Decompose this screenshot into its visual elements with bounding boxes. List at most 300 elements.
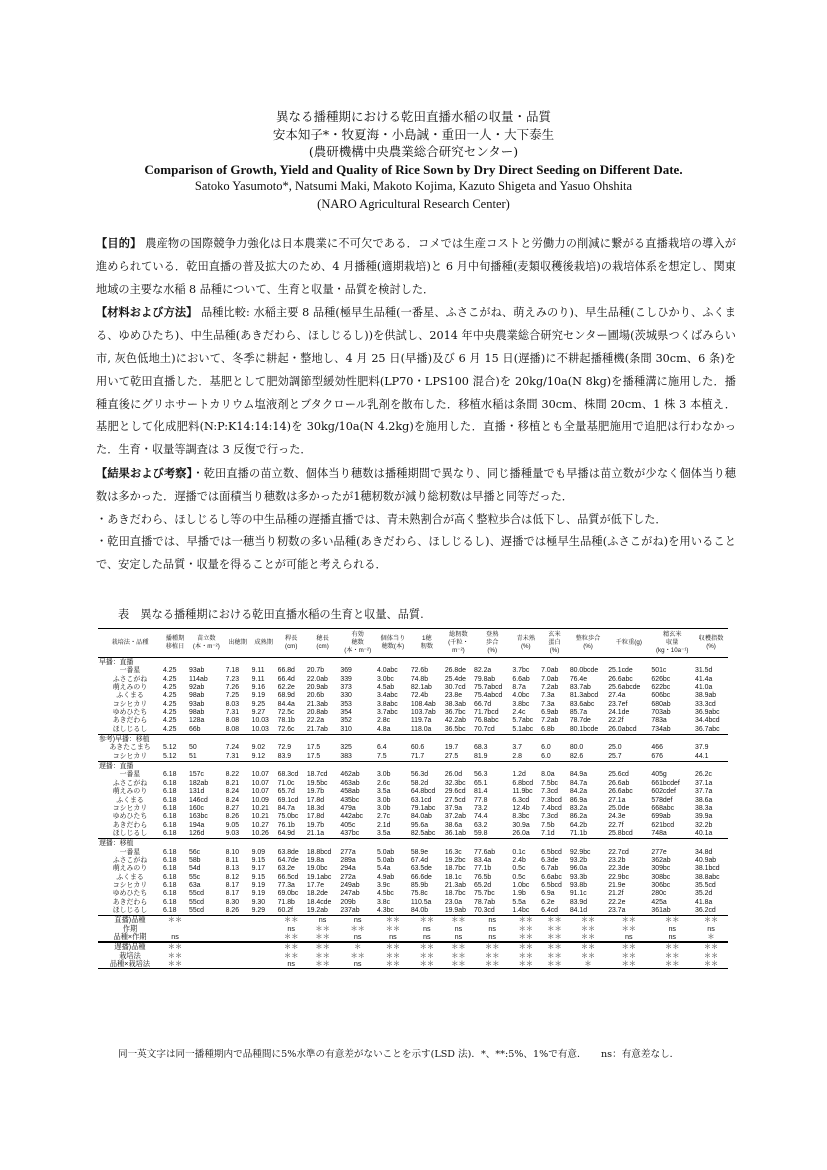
table-cell: ふさこがね — [112, 675, 148, 683]
table-cell: ns — [389, 932, 397, 941]
table-cell: 18.7bc — [444, 865, 466, 873]
table-cell: 75.0bc — [277, 813, 299, 821]
table-cell: 一番星 — [119, 667, 141, 675]
table-cell: 32.3bc — [444, 779, 466, 787]
table-cell: ＊＊ — [410, 960, 444, 969]
table-cell: 6.18 — [163, 890, 177, 898]
table-cell: 6.5bcd — [541, 848, 562, 856]
table-cell: 7.26 — [225, 684, 240, 692]
table-cell: 25.6abcde — [608, 684, 641, 692]
column-header: 青未熟 (%) — [511, 629, 540, 658]
table-cell: 22.2a — [306, 717, 325, 725]
table-cell: ＊＊ — [650, 960, 694, 969]
table-cell: 66.4d — [277, 675, 295, 683]
table-cell: ＊＊ — [580, 923, 596, 933]
table-cell: 462ab — [340, 771, 360, 779]
table-cell: 182ab — [189, 779, 209, 787]
table-cell: 20.6b — [306, 692, 325, 700]
jp-affiliation: (農研機構中央農業総合研究センター) — [308, 144, 519, 159]
table-cell: 668abc — [651, 804, 675, 812]
table-row — [98, 822, 728, 830]
table-cell: 3.0b — [377, 771, 391, 779]
table-cell: 309bc — [651, 865, 671, 873]
table-cell: ＊＊ — [162, 942, 188, 951]
table-cell: 36.7abc — [695, 725, 720, 733]
table-cell: 7.3a — [541, 700, 555, 708]
table-cell: ＊＊ — [473, 942, 511, 951]
group-header-row — [98, 839, 728, 849]
table-cell: 76.5b — [474, 873, 492, 881]
table-cell: 10.27 — [251, 821, 269, 829]
table-cell: ＊＊ — [385, 915, 401, 925]
table-cell: 65.2d — [474, 881, 492, 889]
table-row — [98, 899, 728, 907]
table-row — [98, 744, 728, 752]
table-cell: ＊＊ — [451, 950, 466, 960]
table-cell — [225, 925, 251, 933]
table-cell: 194a — [189, 821, 205, 829]
table-cell: ＊＊ — [444, 942, 473, 951]
table-cell: 19.7b — [306, 788, 325, 796]
table-cell: 5.12 — [163, 744, 177, 752]
table-cell: 19.9ab — [444, 907, 473, 916]
table-cell: 6.4cd — [540, 907, 569, 916]
table-cell: 41.0a — [695, 684, 713, 692]
table-cell: ＊＊ — [162, 960, 188, 969]
table-cell: 36.9abc — [695, 709, 720, 717]
table-row — [98, 960, 728, 969]
table-cell: 27.1a — [608, 796, 626, 804]
table-cell: 44.1 — [695, 752, 709, 760]
table-cell: 6.2e — [541, 898, 555, 906]
methods-paragraph — [96, 301, 736, 462]
table-cell: ゆめひたち — [112, 709, 148, 717]
table-cell: 72.6c — [277, 725, 295, 733]
table-cell: 8.26 — [225, 907, 251, 916]
table-cell: ns — [454, 932, 463, 941]
table-cell: 66.5cd — [277, 873, 299, 881]
table-cell: 8.24 — [225, 796, 240, 804]
table-cell: 9.27 — [251, 709, 266, 717]
table-row — [98, 890, 728, 898]
table-cell: ＊＊ — [315, 923, 330, 933]
en-title: Comparison of Growth, Yield and Quality of Rice Sown by Dry Direct Seeding on Different Date. — [144, 161, 683, 177]
table-cell: 6.18 — [163, 856, 177, 864]
table-cell: 59.8 — [474, 829, 488, 837]
table-cell: 325 — [340, 744, 352, 752]
table-cell: 84.0b — [410, 907, 444, 916]
table-row — [98, 882, 728, 890]
table-cell: 38.8abc — [695, 873, 720, 881]
table-cell: ＊＊ — [547, 923, 562, 933]
table-cell: 21.2f — [608, 890, 624, 898]
table-cell: 0.1c — [512, 848, 526, 856]
table-cell: 85.9b — [410, 881, 429, 889]
table-cell: 6.18 — [163, 779, 177, 787]
table-cell: ＊＊ — [621, 950, 636, 960]
table-cell: 308bc — [651, 873, 671, 881]
table-cell: 7.0ab — [541, 675, 559, 683]
table-cell: 直播)品種 — [114, 915, 146, 925]
table-cell: 310 — [340, 725, 352, 733]
table-cell: 77.6ab — [474, 848, 496, 856]
table-cell: 7.3cd — [541, 788, 558, 796]
purpose-paragraph — [96, 232, 736, 301]
table-cell — [188, 916, 225, 925]
table-cell: ふさこがね — [112, 779, 148, 787]
table-cell — [225, 960, 251, 969]
table-cell: 19.7b — [306, 821, 325, 829]
table-cell: 55cd — [189, 890, 204, 898]
table-cell: ＊＊ — [607, 942, 650, 951]
table-cell: 72.4b — [410, 692, 429, 700]
table-cell: 24.3e — [608, 813, 626, 821]
table-row — [98, 726, 728, 735]
table-cell: 9.15 — [251, 856, 266, 864]
table-cell: ＊＊ — [306, 960, 340, 969]
table-cell: 21.7ab — [306, 725, 328, 733]
table-cell: 361ab — [650, 907, 694, 916]
table-cell: 25.8bcd — [608, 829, 633, 837]
table-cell: 34.4bcd — [695, 717, 720, 725]
table-cell: 7.23 — [225, 675, 240, 683]
table-cell: 37.9a — [444, 804, 463, 812]
table-cell: 77.8 — [474, 796, 488, 804]
table-cell: 6.18 — [163, 771, 177, 779]
table-cell: 9.19 — [251, 890, 266, 898]
table-cell: ＊＊ — [703, 915, 719, 925]
table-cell: 3.0b — [377, 804, 391, 812]
table-cell: 22.7f — [608, 821, 624, 829]
table-cell: 93.8b — [569, 881, 588, 889]
table-cell: 0.5c — [512, 873, 526, 881]
column-header: 総籾数 (千粒・ m⁻²) — [444, 629, 473, 658]
table-cell: 272a — [340, 873, 356, 881]
table-cell — [251, 960, 277, 969]
table-cell: 66.7d — [474, 700, 492, 708]
group-label: 遅播：移植 — [98, 839, 728, 849]
table-cell: 294a — [340, 865, 356, 873]
table-cell: 32.2b — [695, 821, 713, 829]
table-cell: 7.5 — [377, 752, 387, 760]
table-cell: 8.3bc — [512, 813, 530, 821]
table-cell: 69.0bc — [277, 890, 299, 898]
table-cell: 18.2de — [306, 890, 328, 898]
table-cell — [225, 942, 251, 951]
table-row — [98, 771, 728, 779]
table-cell — [251, 952, 277, 960]
table-cell: 7.25 — [225, 692, 240, 700]
table-cell: 277e — [651, 848, 667, 856]
table-cell: 128a — [189, 717, 205, 725]
table-cell: 11.9bc — [512, 788, 533, 796]
table-cell: 26.8de — [444, 667, 466, 675]
table-cell: 92.9bc — [569, 848, 591, 856]
table-cell: 6.8b — [541, 725, 555, 733]
table-cell — [188, 933, 225, 942]
table-cell — [251, 933, 277, 942]
table-cell: 354 — [340, 709, 352, 717]
table-cell: 93.3b — [569, 873, 588, 881]
table-cell: 4.25 — [163, 709, 177, 717]
purpose-text: 農産物の国際競争力強化は日本農業に不可欠である．コメでは生産コストと労働力の削減に繋がる直播栽培の導入が進められている．乾田直播の普及拡大のため、4 月播種(適期栽培)と 6 月中旬播種(麦類収穫後栽培)の栽培体系を想定し、関東地域の主要な水稲 8 品種について、生育と収量・品質を検討した． — [96, 237, 736, 296]
table-cell: 品種×栽培法 — [98, 960, 162, 969]
table-body — [98, 658, 728, 969]
table-cell: 62.2e — [277, 684, 295, 692]
table-cell: 63.1cd — [410, 796, 432, 804]
table-cell: 18.8bcd — [306, 848, 332, 856]
table-cell: 9.12 — [251, 752, 266, 760]
table-cell: 4.25 — [163, 717, 177, 725]
table-cell: 306bc — [651, 881, 671, 889]
table-cell: 41.8a — [695, 898, 713, 906]
table-cell: ＊＊ — [665, 950, 680, 960]
table-cell: 86.2a — [569, 813, 588, 821]
table-cell: 209b — [340, 898, 356, 906]
table-cell: 17.5 — [306, 744, 321, 752]
table-cell: 339 — [340, 675, 352, 683]
table-cell — [188, 952, 225, 960]
table-cell: 6.3cd — [512, 796, 530, 804]
table-cell: 479a — [340, 804, 356, 812]
results-bullet-2: ・あきだわら、ほしじるし等の中生品種の遅播直播では、青未熟割合が高く整粒歩合は低下し、品質が低下した． — [96, 512, 667, 526]
table-cell: 8.10 — [225, 848, 240, 856]
table-cell: 78.1b — [277, 717, 295, 725]
table-cell: 79.1abc — [410, 804, 436, 812]
table-cell: ns — [353, 915, 362, 925]
table-cell: 31.5d — [695, 667, 713, 675]
table-cell: 4.5ab — [377, 684, 395, 692]
table-cell: 27.4a — [608, 692, 626, 700]
table-cell: 9.25 — [251, 700, 266, 708]
table-cell: 36.1ab — [444, 829, 466, 837]
table-cell: 17.8d — [306, 813, 325, 821]
column-header: 収穫指数 (%) — [694, 629, 728, 658]
abstract-body — [96, 232, 736, 577]
column-header: 播種期 移植日 — [162, 629, 188, 658]
table-cell: 71.0c — [277, 779, 295, 787]
table-cell: 27.5cd — [444, 796, 466, 804]
table-cell: 2.6c — [377, 779, 391, 787]
table-cell: ＊＊ — [410, 942, 444, 951]
table-cell: 98ab — [189, 692, 205, 700]
table-cell: 26.0d — [444, 771, 463, 779]
table-cell: ns — [423, 923, 431, 933]
table-cell: 75.8c — [410, 890, 428, 898]
table-cell: 23.2b — [608, 856, 626, 864]
table-cell: ＊＊ — [350, 950, 365, 960]
table-cell: 8.0a — [541, 771, 555, 779]
table-row — [98, 874, 728, 882]
column-header: 整粒歩合 (%) — [569, 629, 607, 658]
table-cell: 6.18 — [163, 865, 177, 873]
table-cell: 4.25 — [163, 692, 177, 700]
table-cell: ns — [287, 923, 296, 933]
table-cell: ＊＊ — [518, 915, 533, 925]
table-cell: ＊＊ — [419, 915, 435, 925]
table-cell: 20.9ab — [306, 684, 328, 692]
table-cell: 442abc — [340, 813, 363, 821]
table-cell: 19.1abc — [306, 873, 332, 881]
table-cell: 6.0 — [541, 744, 551, 752]
table-cell: 4.9ab — [377, 873, 395, 881]
table-cell: 26.6abc — [608, 675, 633, 683]
table-cell: 4.25 — [163, 684, 177, 692]
table-cell: 6.6ab — [512, 675, 530, 683]
table-cell: 8.11 — [225, 856, 239, 864]
table-cell: 遅播)品種 — [98, 942, 162, 951]
table-cell: 84.9a — [569, 771, 588, 779]
column-header: 千粒重(g) — [607, 629, 650, 658]
table-cell: ＊＊ — [607, 960, 650, 969]
table-cell: 81.4 — [474, 788, 488, 796]
table-cell: 6.18 — [163, 796, 177, 804]
table-cell: 146cd — [189, 796, 208, 804]
table-cell: 9.03 — [225, 829, 240, 837]
column-header: 出穂期 — [225, 629, 251, 658]
table-cell: 12.4b — [512, 804, 530, 812]
table-cell: 58.9e — [410, 848, 429, 856]
table-cell: 7.31 — [225, 752, 240, 760]
table-row — [98, 933, 728, 942]
table-cell: 56.3d — [410, 771, 429, 779]
table-cell — [225, 933, 251, 942]
table-cell: ＊＊ — [473, 960, 511, 969]
table-cell: 4.8a — [377, 725, 391, 733]
table-cell: ＊＊ — [284, 950, 299, 960]
group-label: 参考)早播：移植 — [98, 735, 728, 745]
jp-authors: 安本知子*・牧夏海・小島誠・重田一人・大下泰生 — [272, 126, 555, 142]
table-cell: 2.8 — [512, 752, 522, 760]
table-cell: 75.7abcd — [474, 684, 503, 692]
table-cell: 6.18 — [163, 881, 177, 889]
table-cell: 36.5bc — [444, 725, 466, 733]
table-cell: 22.2e — [608, 898, 626, 906]
table-cell: ほしじるし — [112, 829, 148, 837]
table-cell: 86.9a — [569, 796, 588, 804]
table-cell: 92ab — [189, 684, 205, 692]
table-cell: 8.21 — [225, 779, 240, 787]
table-cell: 21.9e — [608, 881, 626, 889]
table-cell: 38.9ab — [695, 692, 717, 700]
table-cell: ns — [488, 915, 496, 925]
table-cell: 622bc — [651, 684, 671, 692]
table-cell: 95.6a — [410, 821, 429, 829]
table-cell: ＊ — [569, 960, 607, 969]
table-cell: ＊＊ — [385, 923, 401, 933]
table-note: 同一英文字は同一播種期内で品種間に5%水準の有意差がないことを示す(LSD 法)．*、**:5%、1%で有意． ns：有意差なし． — [118, 1049, 680, 1060]
table-cell: 60.6 — [410, 744, 425, 752]
table-cell: 237ab — [339, 907, 376, 916]
table-cell: ＊＊ — [547, 915, 562, 925]
table-cell: ＊＊ — [580, 915, 596, 925]
table-cell: 26.6ab — [608, 779, 630, 787]
column-header: 栽培法・品種 — [98, 629, 162, 658]
table-cell: 30.7cd — [444, 684, 466, 692]
table-cell: 21.3ab — [444, 881, 466, 889]
table-cell: 10.26 — [251, 829, 269, 837]
table-cell: 1.2d — [512, 771, 526, 779]
table-cell: 578def — [651, 796, 673, 804]
table-cell: 82.1ab — [410, 684, 432, 692]
table-cell: 84.2a — [569, 788, 588, 796]
column-header: 成熟期 — [251, 629, 277, 658]
table-cell: 68.3cd — [277, 771, 299, 779]
table-cell: ＊＊ — [167, 915, 183, 925]
column-header: 稈長 (cm) — [277, 629, 306, 658]
table-cell: 10.21 — [251, 813, 269, 821]
table-cell: ns — [707, 923, 715, 933]
table-cell: 50 — [189, 744, 197, 752]
table-cell: 405g — [651, 771, 667, 779]
table-cell: 33.3cd — [695, 700, 716, 708]
table-header-row — [98, 629, 728, 658]
table-cell: 6.5bcd — [541, 881, 562, 889]
table-cell: ＊＊ — [580, 950, 596, 960]
table-cell: ns — [488, 923, 496, 933]
table-cell: 54d — [189, 865, 201, 873]
table-cell: ＊＊ — [284, 915, 299, 925]
table-cell: 9.19 — [251, 692, 266, 700]
table-cell: 20.7b — [306, 667, 325, 675]
table-cell: 783a — [651, 717, 667, 725]
table-cell: 18.3d — [306, 804, 325, 812]
title-block — [0, 108, 827, 213]
table-row — [98, 865, 728, 873]
table-cell: 114ab — [189, 675, 208, 683]
results-heading: 【結果および考察】 — [96, 465, 193, 480]
table-cell: 10.03 — [251, 717, 269, 725]
table-cell: 10.07 — [251, 779, 269, 787]
table-cell: 734ab — [651, 725, 671, 733]
en-affiliation: (NARO Agricultural Research Center) — [317, 196, 510, 211]
table-cell — [188, 942, 225, 951]
column-header: 登熟 歩合 (%) — [473, 629, 511, 658]
table-cell: 6.4 — [377, 744, 387, 752]
table-cell: 63.2e — [277, 865, 295, 873]
table-row — [98, 780, 728, 788]
table-cell: 6.8bcd — [512, 779, 534, 787]
jp-title: 異なる播種期における乾田直播水稲の収量・品質 — [275, 109, 551, 124]
table-cell: 330 — [340, 692, 352, 700]
table-cell: 25.7 — [608, 752, 622, 760]
table-row — [98, 849, 728, 857]
table-cell: 4.5bc — [377, 890, 394, 898]
table-cell: 55cd — [189, 898, 204, 906]
table-cell: 萌えみのり — [112, 865, 148, 873]
table-cell: ＊＊ — [518, 923, 533, 933]
table-cell: ＊＊ — [547, 950, 562, 960]
table-cell: 64.2b — [569, 821, 588, 829]
table-cell: 23.7a — [607, 907, 650, 916]
table-cell: 3.4abc — [377, 692, 398, 700]
table-cell: 8.13 — [225, 865, 240, 873]
table-cell: 9.11 — [251, 675, 265, 683]
table-cell: 82.2a — [474, 667, 492, 675]
table-cell: 6.18 — [163, 804, 177, 812]
group-label: 遅播：直播 — [98, 762, 728, 772]
table-cell: 3.7bc — [512, 667, 530, 675]
table-cell: 9.02 — [251, 744, 266, 752]
table-cell: 37.7a — [695, 788, 713, 796]
table-cell: 277a — [340, 848, 356, 856]
table-row — [98, 692, 728, 700]
table-cell: 25.1cde — [608, 667, 633, 675]
table-cell: 6.18 — [163, 788, 177, 796]
table-cell: 64.9d — [277, 829, 295, 837]
table-cell: 51 — [189, 752, 197, 760]
table-cell: ns — [423, 932, 431, 941]
